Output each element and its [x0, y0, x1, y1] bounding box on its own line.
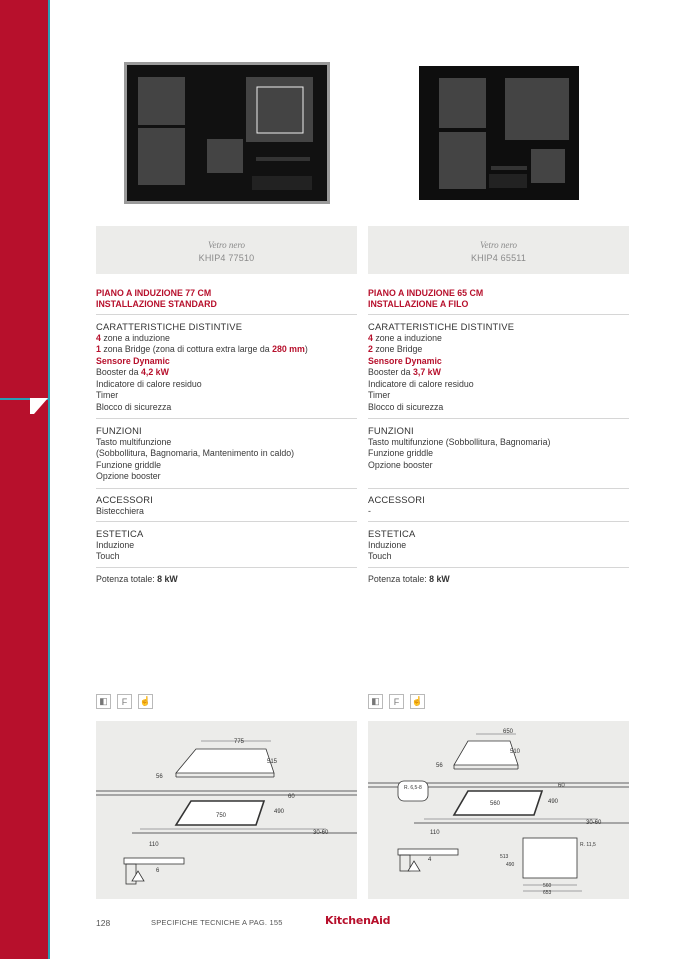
function-item: Tasto multifunzione [96, 436, 172, 447]
dim-frame-2: 490 [506, 862, 515, 868]
feature-bridge: 2 zone Bridge [368, 344, 423, 354]
footer-note: SPECIFICHE TECNICHE A PAG. 155 [151, 918, 283, 927]
accessories-heading: ACCESSORI [368, 494, 426, 505]
hand-touch-icon: ☝ [138, 694, 153, 709]
dim-height: 56 [156, 774, 163, 780]
dim-radius: R. 6,5-8 [404, 785, 422, 791]
brand-logo: KitchenAid [325, 914, 391, 927]
divider [368, 488, 629, 489]
dim-cut-depth: 490 [274, 809, 285, 815]
accessories-section [96, 494, 357, 517]
dim-back: 110 [430, 830, 440, 836]
dim-gap: 60 [288, 794, 295, 800]
feature-booster: Booster da 4,2 kW [96, 367, 169, 377]
finish-box [368, 226, 629, 274]
accessories-section [368, 494, 629, 517]
dim-depth: 510 [510, 749, 521, 755]
feature-zones: 4 zone a induzione [368, 332, 442, 343]
features-section [368, 321, 629, 413]
cooktop-image [419, 66, 579, 200]
hand-touch-icon: ☝ [410, 694, 425, 709]
title-line-1: PIANO A INDUZIONE 77 CM [96, 288, 212, 298]
feature-timer: Timer [368, 390, 391, 400]
accessory-item: Bistecchiera [96, 505, 144, 516]
feature-residual-heat: Indicatore di calore residuo [368, 378, 474, 389]
product-photo [96, 48, 357, 218]
function-item: (Sobbollitura, Bagnomaria, Mantenimento in caldo) [96, 448, 295, 458]
aesthetic-item: Touch [96, 551, 120, 561]
red-sidebar [0, 0, 48, 959]
aesthetic-item: Induzione [368, 539, 407, 550]
feature-residual-heat: Indicatore di calore residuo [96, 378, 202, 389]
hob-mode-icon: ◧ [96, 694, 111, 709]
divider [368, 521, 629, 522]
finish-label: Vetro nero [207, 240, 246, 250]
divider [96, 418, 357, 419]
dim-cut-width: 750 [216, 813, 227, 819]
function-item: Opzione booster [96, 471, 161, 481]
functions-section [96, 425, 357, 483]
feature-timer: Timer [96, 390, 119, 400]
hob-mode-icon: ◧ [368, 694, 383, 709]
icon-row [368, 694, 425, 709]
page-number: 128 [96, 918, 111, 928]
dim-width: 650 [503, 729, 514, 735]
dimension-diagram [368, 721, 629, 899]
features-section [96, 321, 357, 413]
dim-gap: 60 [558, 783, 565, 789]
feature-sensor: Sensore Dynamic [96, 355, 170, 366]
feature-booster: Booster da 3,7 kW [368, 367, 441, 377]
power-total: Potenza totale: 8 kW [368, 574, 450, 584]
dim-frame-1: 513 [500, 854, 509, 860]
warning-icon [132, 871, 144, 881]
dim-corner-radius: R. 11,5 [580, 842, 596, 848]
aesthetics-section [368, 528, 629, 563]
functions-heading: FUNZIONI [96, 425, 142, 436]
dim-width: 775 [234, 739, 245, 745]
aesthetic-item: Induzione [96, 539, 135, 550]
divider [96, 314, 357, 315]
divider [368, 418, 629, 419]
dim-back: 110 [149, 842, 159, 848]
dim-height: 56 [436, 763, 443, 769]
icon-row [96, 694, 153, 709]
product-code: KHIP4 77510 [198, 253, 255, 263]
aesthetics-heading: ESTETICA [368, 528, 416, 539]
power-total: Potenza totale: 8 kW [96, 574, 178, 584]
divider [96, 488, 357, 489]
dim-bottom-2: 653 [543, 890, 552, 896]
divider [96, 521, 357, 522]
divider [368, 314, 629, 315]
product-title [368, 288, 483, 310]
product-photo [368, 48, 629, 218]
dim-edge: 4 [428, 857, 432, 863]
features-heading: CARATTERISTICHE DISTINTIVE [96, 321, 243, 332]
dim-cut-depth: 490 [548, 799, 559, 805]
divider [368, 567, 629, 568]
functions-heading: FUNZIONI [368, 425, 414, 436]
dim-thickness: 30-60 [586, 820, 602, 826]
dim-depth: 515 [267, 759, 278, 765]
function-item: Funzione griddle [96, 459, 162, 470]
aesthetics-section [96, 528, 357, 563]
sidebar-tab-notch [0, 398, 48, 416]
dim-thickness: 30-60 [313, 830, 329, 836]
finish-box [96, 226, 357, 274]
function-item: Tasto multifunzione (Sobbollitura, Bagnomaria) [368, 436, 551, 447]
accessory-item: - [368, 505, 371, 516]
cyan-guide-line [48, 0, 50, 959]
feature-bridge: 1 zona Bridge (zona di cottura extra large da 280 mm) [96, 344, 308, 354]
functions-section [368, 425, 629, 471]
divider [96, 567, 357, 568]
title-line-2: INSTALLAZIONE A FILO [368, 299, 469, 309]
feature-lock: Blocco di sicurezza [368, 401, 444, 412]
product-code: KHIP4 65511 [470, 253, 527, 263]
flush-icon: F [117, 694, 132, 709]
finish-label: Vetro nero [479, 240, 518, 250]
features-heading: CARATTERISTICHE DISTINTIVE [368, 321, 515, 332]
flush-icon: F [389, 694, 404, 709]
feature-sensor: Sensore Dynamic [368, 355, 442, 366]
product-title [96, 288, 217, 310]
feature-lock: Blocco di sicurezza [96, 401, 172, 412]
dim-bottom-1: 560 [543, 883, 552, 889]
cooktop-image [124, 62, 330, 204]
title-line-2: INSTALLAZIONE STANDARD [96, 299, 217, 309]
aesthetics-heading: ESTETICA [96, 528, 144, 539]
aesthetic-item: Touch [368, 551, 392, 561]
dim-edge: 6 [156, 868, 160, 874]
accessories-heading: ACCESSORI [96, 494, 154, 505]
dim-cut-width: 560 [490, 801, 501, 807]
title-line-1: PIANO A INDUZIONE 65 CM [368, 288, 484, 298]
function-item: Opzione booster [368, 459, 433, 470]
function-item: Funzione griddle [368, 448, 434, 458]
feature-zones: 4 zone a induzione [96, 332, 170, 343]
dimension-diagram [96, 721, 357, 899]
